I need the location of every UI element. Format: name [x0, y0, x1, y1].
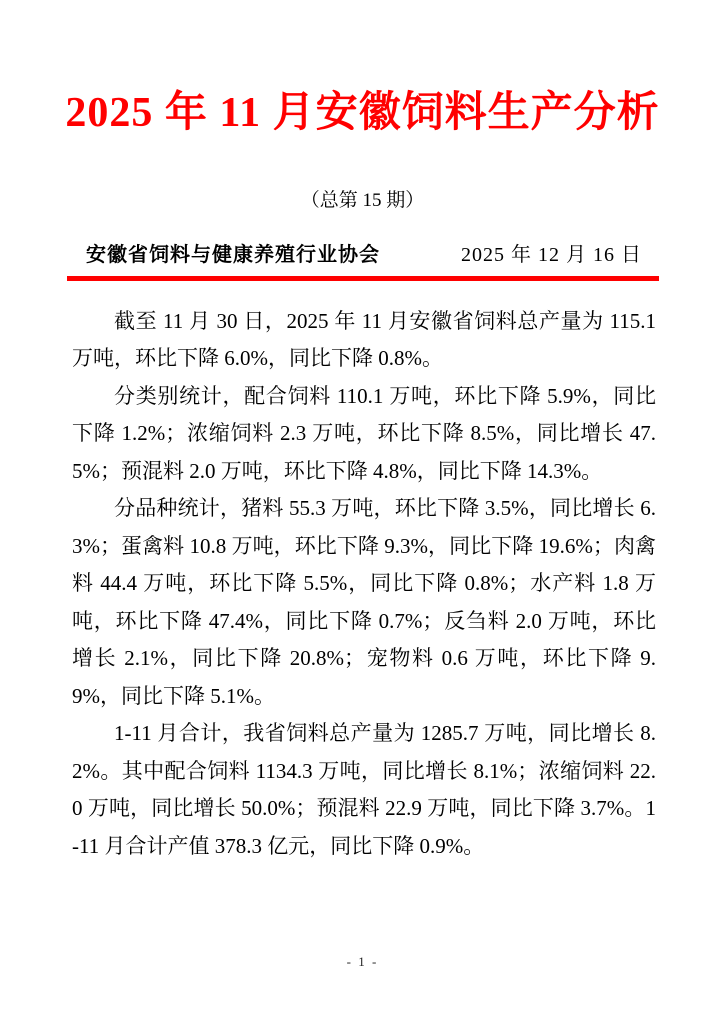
paragraph-by-category: 分类别统计，配合饲料 110.1 万吨，环比下降 5.9%，同比下降 1.2%；浓缩饲料 2.3 万吨，环比下降 8.5%，同比增长 47.5%；预混料 2.0 万吨，环比下降 4.8%，同比下降 14.3%。	[72, 383, 656, 483]
issue-number-label: （总第 15 期）	[300, 189, 425, 211]
document-title: 2025 年 11 月安徽饲料生产分析	[65, 90, 660, 136]
paragraph-cumulative: 1-11 月合计，我省饲料总产量为 1285.7 万吨，同比增长 8.2%。其中配合饲料 1134.3 万吨，同比增长 8.1%；浓缩饲料 22.0 万吨，同比增长 50.0%；预混料 22.9 万吨，同比下降 3.7%。1-11 月合计产值 378.3 亿元，同比下降 0.9%。	[72, 721, 656, 858]
page-number: - 1 -	[346, 954, 379, 969]
red-divider-rule	[67, 276, 659, 281]
publish-date: 2025 年 12 月 16 日	[461, 243, 642, 266]
paragraph-by-variety: 分品种统计，猪料 55.3 万吨，环比下降 3.5%，同比增长 6.3%；蛋禽料 10.8 万吨，环比下降 9.3%，同比下降 19.6%；肉禽料 44.4 万吨，环比下降 5.5%，同比下降 0.8%；水产料 1.8 万吨，环比下降 47.4%，同比下降 0.7%；反刍料 2.0 万吨，环比增长 2.1%，同比下降 20.8%；宠物料 0.6 万吨，环比下降 9.9%，同比下降 5.1%。	[72, 496, 656, 708]
report-body	[72, 303, 656, 866]
issuing-organization: 安徽省饲料与健康养殖行业协会	[86, 243, 380, 266]
paragraph-monthly-total: 截至 11 月 30 日，2025 年 11 月安徽省饲料总产量为 115.1 万吨，环比下降 6.0%，同比下降 0.8%。	[72, 308, 656, 371]
masthead-row	[72, 240, 656, 270]
